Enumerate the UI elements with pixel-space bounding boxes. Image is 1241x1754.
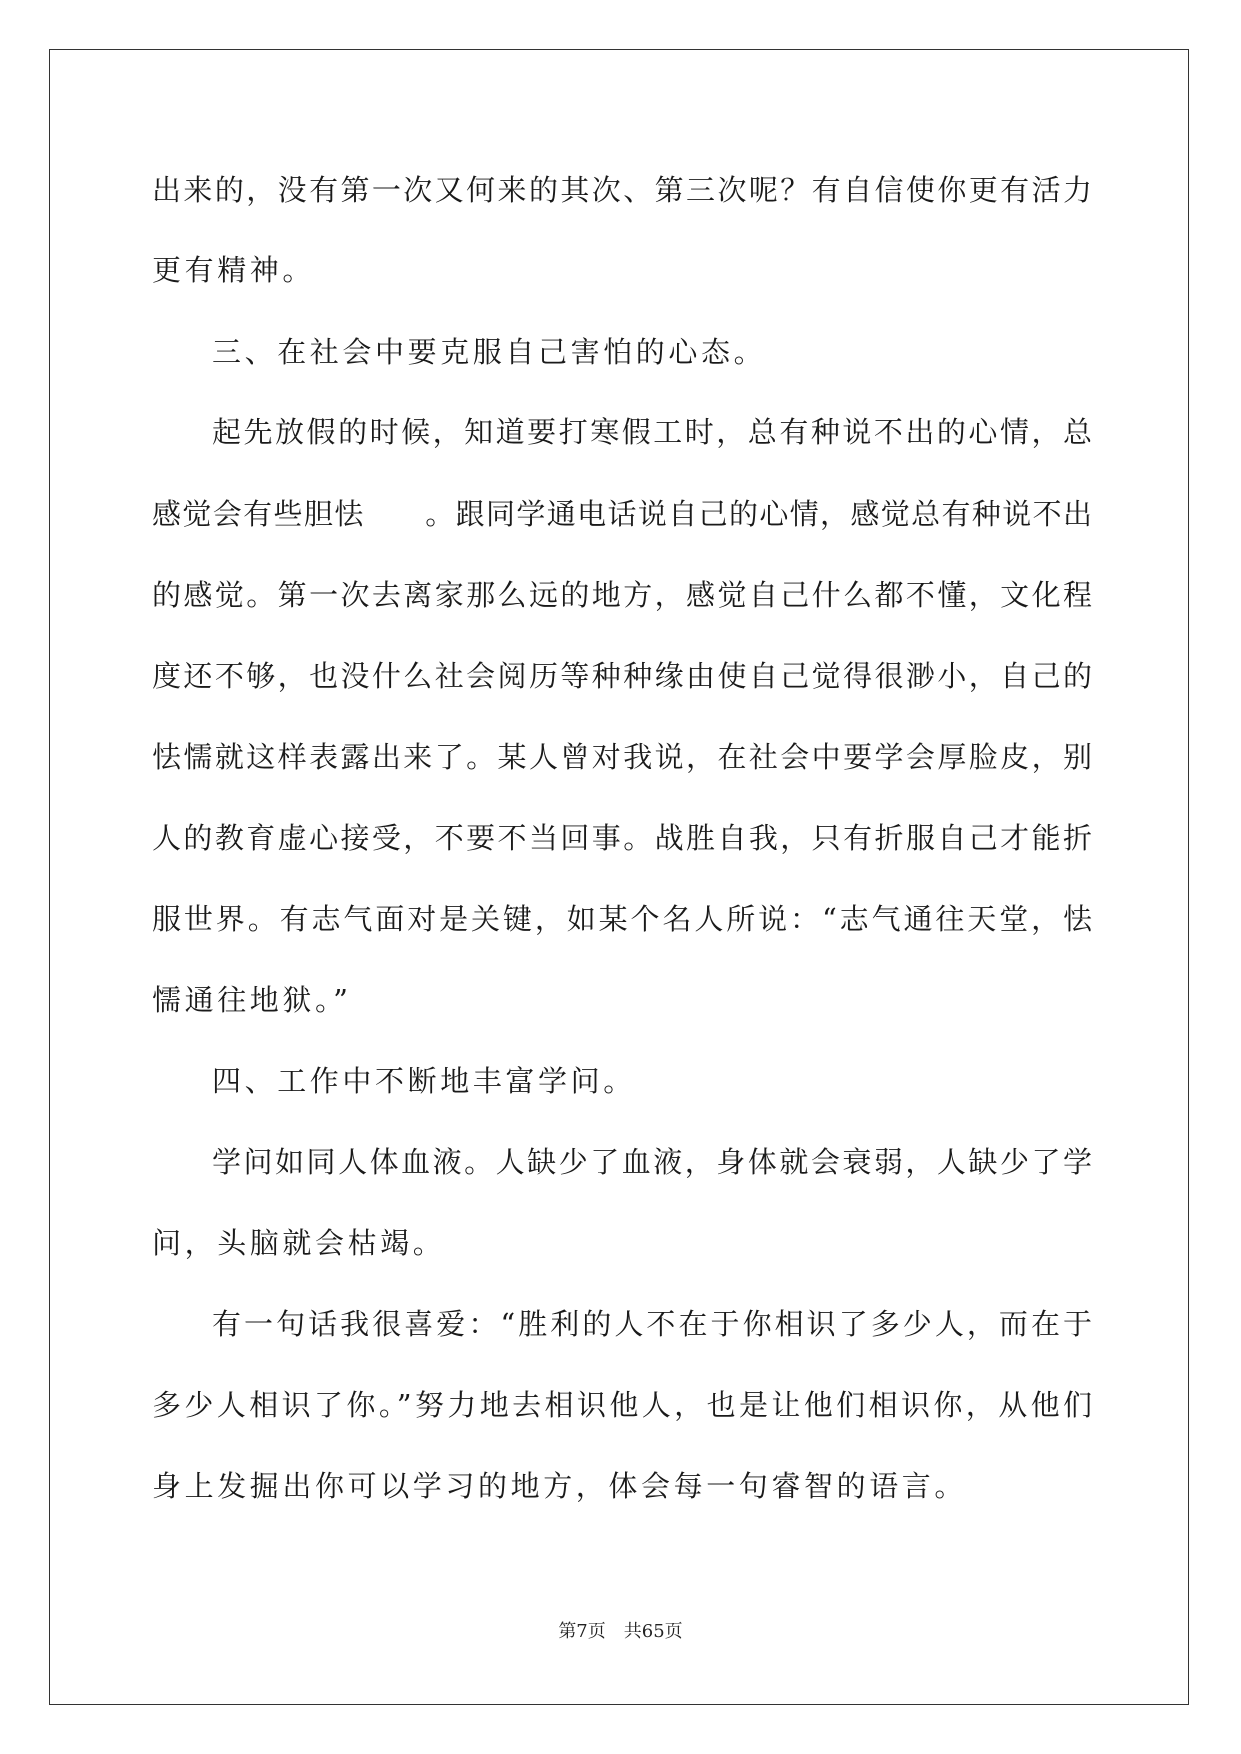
page-number: 第7页 共65页 bbox=[558, 1621, 683, 1642]
body-line: 的感觉。第一次去离家那么远的地方，感觉自己什么都不懂，文化程 bbox=[152, 578, 1092, 612]
page-border bbox=[49, 49, 1189, 1705]
body-line: 问，头脑就会枯竭。 bbox=[152, 1226, 446, 1260]
section-heading-3: 三、在社会中要克服自己害怕的心态。 bbox=[212, 335, 767, 369]
page-footer bbox=[0, 1620, 1241, 1644]
body-line: 身上发掘出你可以学习的地方，体会每一句睿智的语言。 bbox=[152, 1469, 968, 1503]
body-line: 学问如同人体血液。人缺少了血液，身体就会衰弱，人缺少了学 bbox=[212, 1145, 1092, 1179]
body-line: 出来的，没有第一次又何来的其次、第三次呢？有自信使你更有活力 bbox=[152, 173, 1092, 207]
body-line: 人的教育虚心接受，不要不当回事。战胜自我，只有折服自己才能折 bbox=[152, 821, 1092, 855]
body-line: 起先放假的时候，知道要打寒假工时，总有种说不出的心情，总 bbox=[212, 415, 1092, 449]
section-heading-4: 四、工作中不断地丰富学问。 bbox=[212, 1064, 636, 1098]
body-line: 感觉会有些胆怯 。跟同学通电话说自己的心情，感觉总有种说不出 bbox=[152, 497, 1092, 531]
body-line: 服世界。有志气面对是关键，如某个名人所说：“志气通往天堂，怯 bbox=[152, 902, 1092, 936]
body-line: 多少人相识了你。”努力地去相识他人，也是让他们相识你，从他们 bbox=[152, 1388, 1092, 1422]
body-line: 更有精神。 bbox=[152, 253, 316, 287]
body-line: 懦通往地狱。” bbox=[152, 983, 352, 1017]
body-line: 度还不够，也没什么社会阅历等种种缘由使自己觉得很渺小，自己的 bbox=[152, 659, 1092, 693]
body-line: 怯懦就这样表露出来了。某人曾对我说，在社会中要学会厚脸皮，别 bbox=[152, 740, 1092, 774]
body-line: 有一句话我很喜爱：“胜利的人不在于你相识了多少人，而在于 bbox=[212, 1307, 1092, 1341]
